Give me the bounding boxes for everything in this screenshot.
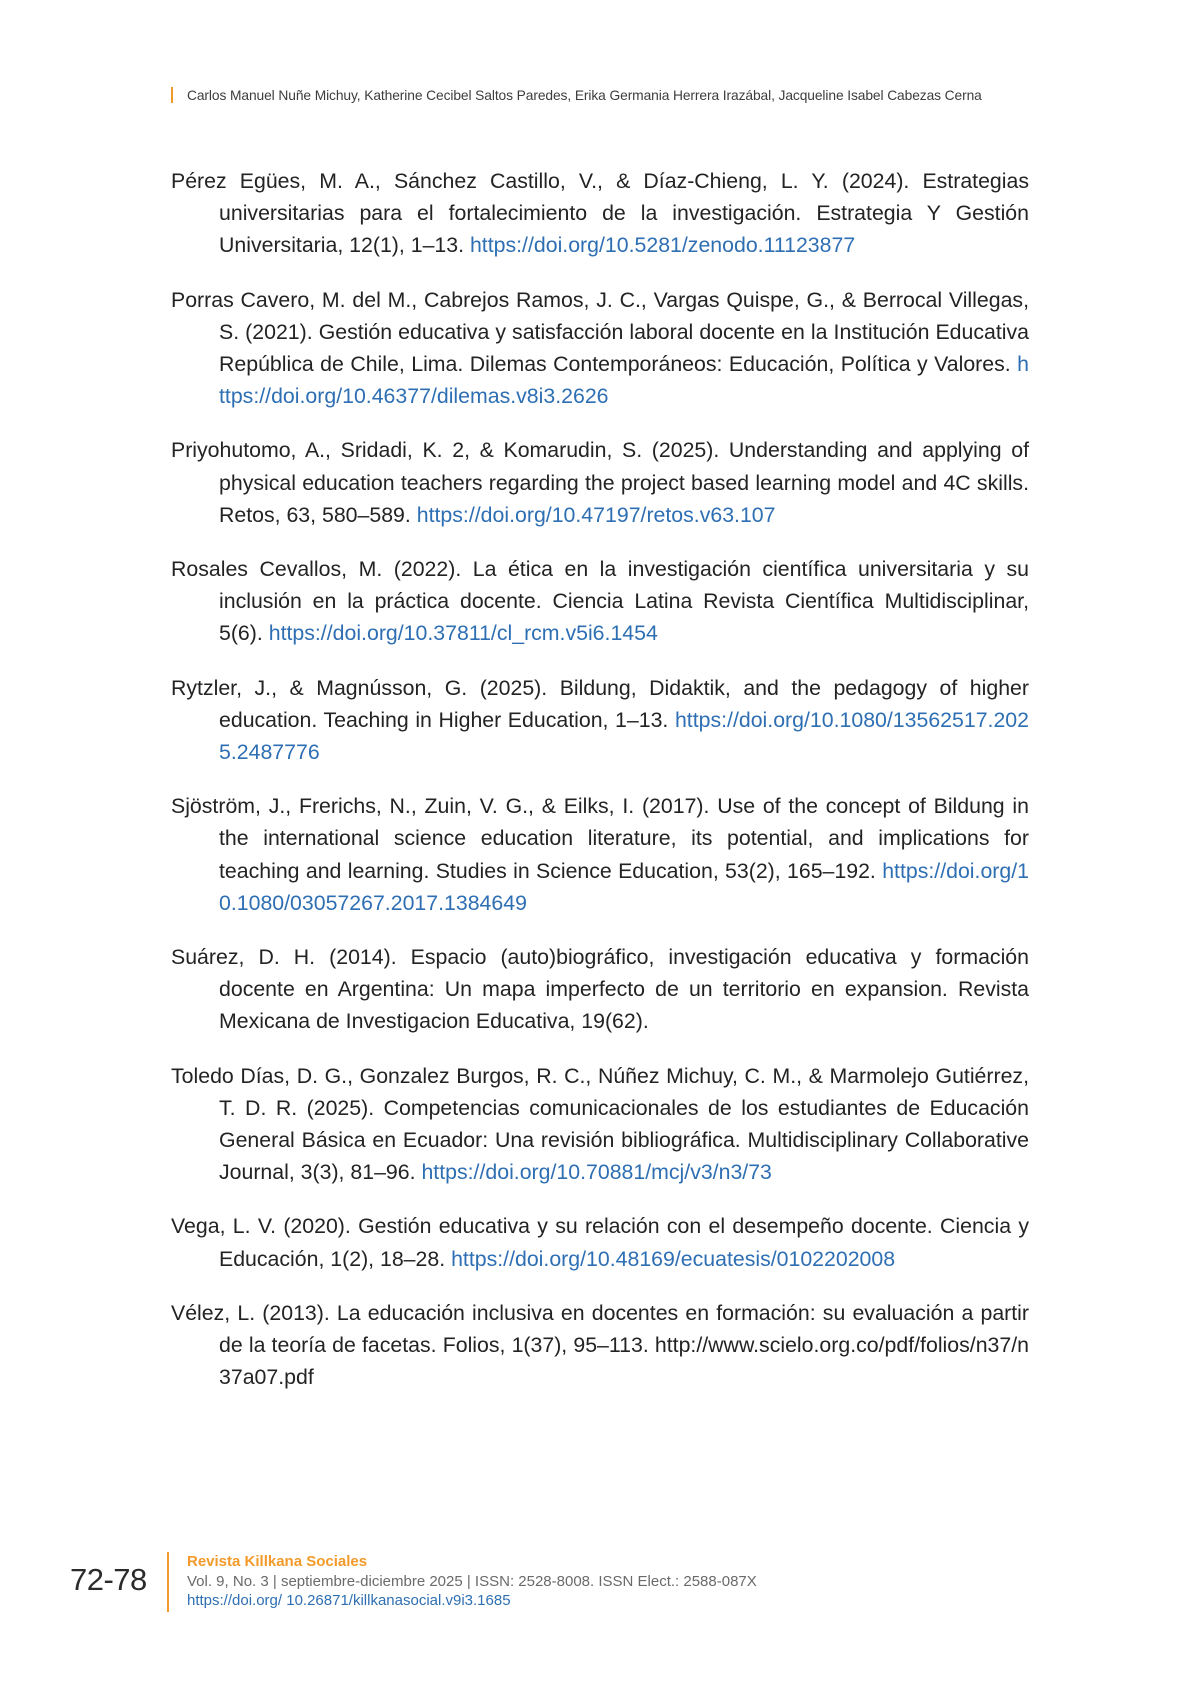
reference-item: [171, 672, 1029, 769]
reference-doi-link[interactable]: https://doi.org/10.1080/13562517.2025.2487776: [219, 707, 1029, 765]
page-footer: [70, 1552, 970, 1622]
reference-doi-link[interactable]: https://doi.org/10.47197/retos.v63.107: [416, 502, 776, 527]
reference-item: [171, 1060, 1029, 1189]
reference-text: Vega, L. V. (2020). Gestión educativa y su relación con el desempeño docente. Ciencia y Educación, 1(2), 18–28.: [171, 1214, 1029, 1271]
running-header: [171, 86, 1031, 104]
page-range: 72-78: [70, 1562, 147, 1597]
footer-info: [187, 1552, 757, 1611]
reference-text: Rytzler, J., & Magnússon, G. (2025). Bildung, Didaktik, and the pedagogy of higher education. Teaching in Higher Education, 1–13.: [171, 675, 1029, 732]
reference-text: Pérez Egües, M. A., Sánchez Castillo, V., & Díaz-Chieng, L. Y. (2024). Estrategias universitarias para el fortalecimiento de la investigación. Estrategia Y Gestión Universitaria, 12(1), 1–13.: [171, 169, 1029, 258]
reference-text: Vélez, L. (2013). La educación inclusiva en docentes en formación: su evaluación a partir de la teoría de facetas. Folios, 1(37), 95–113.: [171, 1300, 1029, 1358]
reference-item: [171, 434, 1029, 531]
reference-item: [171, 1210, 1029, 1274]
reference-text: Toledo Días, D. G., Gonzalez Burgos, R. C., Núñez Michuy, C. M., & Marmolejo Gutiérrez, T. D. R. (2025). Competencias comunicacionales de los estudiantes de Educación General Básica en Ecuador: Una revisión bibliográfica. Multidisciplinary Collaborative Journal, 3(3), 81–96.: [171, 1063, 1029, 1185]
header-authors: Carlos Manuel Nuñe Michuy, Katherine Cecibel Saltos Paredes, Erika Germania Herrera Irazábal, Jacqueline Isabel Cabezas Cerna: [187, 87, 982, 103]
reference-item: [171, 790, 1029, 919]
reference-text: Rosales Cevallos, M. (2022). La ética en la investigación científica universitaria y su inclusión en la práctica docente. Ciencia Latina Revista Científica Multidisciplinar, 5(6).: [171, 557, 1029, 646]
header-accent-bar: [171, 87, 173, 103]
reference-item: [171, 941, 1029, 1038]
reference-item: [171, 165, 1029, 262]
reference-item: [171, 284, 1029, 413]
reference-doi-link[interactable]: https://doi.org/10.5281/zenodo.11123877: [469, 233, 856, 258]
journal-name: Revista Killkana Sociales: [187, 1553, 368, 1570]
footer-accent-bar: [167, 1552, 169, 1612]
reference-url[interactable]: http://www.scielo.org.co/pdf/folios/n37/n37a07.pdf: [219, 1333, 1029, 1390]
reference-item: [171, 553, 1029, 650]
reference-text: Porras Cavero, M. del M., Cabrejos Ramos, J. C., Vargas Quispe, G., & Berrocal Villegas, S. (2021). Gestión educativa y satisfacción laboral docente en la Institución Educativa República de Chile, Lima. Dilemas Contemporáneos: Educación, Política y Valores.: [171, 287, 1029, 377]
reference-doi-link[interactable]: https://doi.org/10.70881/mcj/v3/n3/73: [421, 1160, 772, 1185]
reference-doi-link[interactable]: https://doi.org/10.37811/cl_rcm.v5i6.1454: [268, 621, 658, 646]
reference-doi-link[interactable]: https://doi.org/10.48169/ecuatesis/0102202008: [451, 1246, 896, 1271]
reference-doi-link[interactable]: https://doi.org/10.1080/03057267.2017.1384649: [219, 858, 1029, 915]
reference-doi-link[interactable]: https://doi.org/10.46377/dilemas.v8i3.2626: [219, 352, 1029, 409]
reference-list: [171, 165, 1029, 1416]
reference-text: Sjöström, J., Frerichs, N., Zuin, V. G., & Eilks, I. (2017). Use of the concept of Bildung in the international science education literature, its potential, and implications for teaching and learning. Studies in Science Education, 53(2), 165–192.: [171, 794, 1029, 883]
reference-text: Suárez, D. H. (2014). Espacio (auto)biográfico, investigación educativa y formación docente en Argentina: Un mapa imperfecto de un territorio en expansion. Revista Mexicana de Investigacion Educativa, 19(62).: [171, 945, 1029, 1034]
footer-doi-link[interactable]: https://doi.org/ 10.26871/killkanasocial.v9i3.1685: [187, 1592, 511, 1609]
reference-text: Priyohutomo, A., Sridadi, K. 2, & Komarudin, S. (2025). Understanding and applying of physical education teachers regarding the project based learning model and 4C skills. Retos, 63, 580–589.: [171, 438, 1029, 527]
issue-info: Vol. 9, No. 3 | septiembre-diciembre 2025 | ISSN: 2528-8008. ISSN Elect.: 2588-087X: [187, 1572, 757, 1590]
reference-item: [171, 1297, 1029, 1394]
